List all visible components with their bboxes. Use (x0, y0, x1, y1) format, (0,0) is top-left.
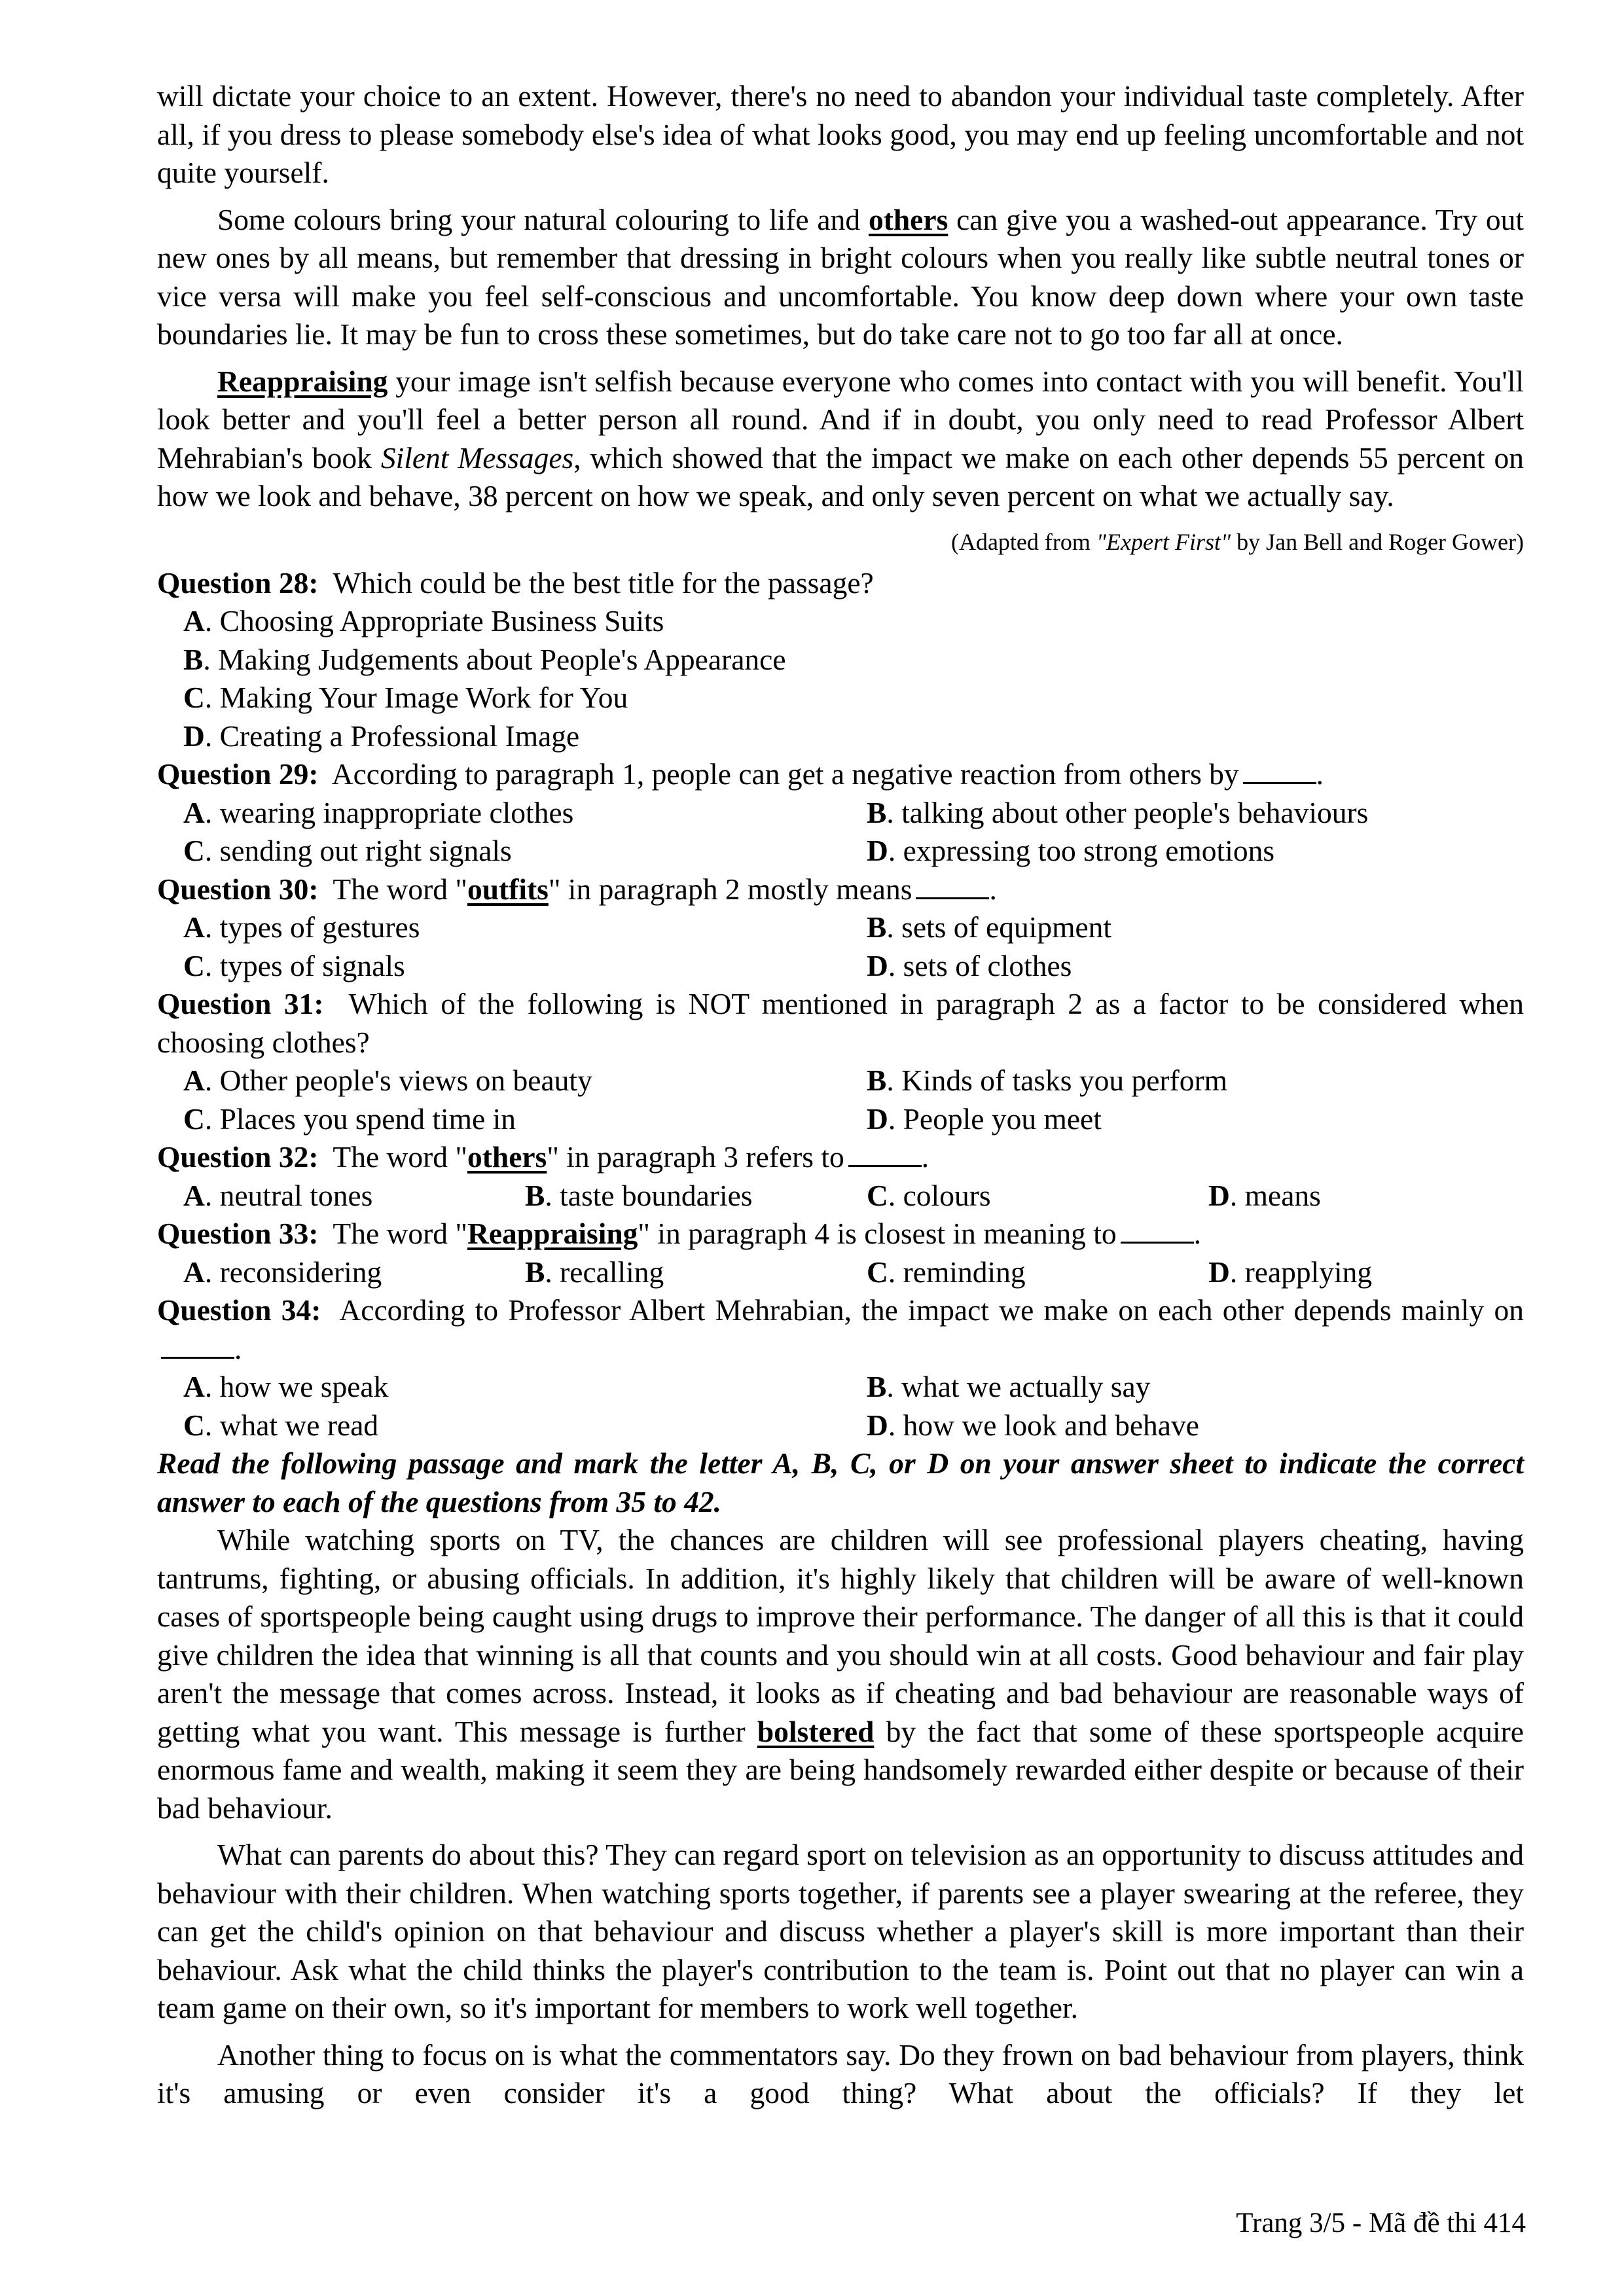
question-32 (157, 1138, 1524, 1215)
option-text: recalling (560, 1255, 664, 1289)
answer-blank (161, 1356, 234, 1359)
highlighted-word-others: others (868, 202, 948, 236)
option-text: colours (903, 1178, 991, 1212)
highlighted-word-outfits: outfits (467, 872, 549, 906)
option-text: Making Judgements about People's Appearance (218, 642, 786, 676)
option-text: means (1244, 1178, 1321, 1212)
question-text: Which could be the best title for the passage? (333, 565, 874, 600)
option-text: what we read (219, 1408, 379, 1442)
answer-options (157, 1368, 1524, 1444)
option-text: sets of clothes (903, 948, 1072, 982)
option-text: neutral tones (219, 1178, 373, 1212)
answer-options (157, 602, 1524, 755)
book-title: Silent Messages (380, 440, 574, 475)
question-number: Question 33: (157, 1217, 319, 1250)
option-text: reminding (903, 1255, 1026, 1289)
option-letter: C (183, 681, 205, 714)
option-letter: D (867, 1408, 888, 1442)
option-letter: D (867, 834, 888, 867)
passage-2-paragraph-3 (157, 2036, 1524, 2113)
question-text: According to Professor Albert Mehrabian, the impact we make on each other depends mainly on (339, 1293, 1524, 1327)
question-text: The word " (333, 1140, 467, 1174)
option-letter: B (525, 1255, 545, 1289)
question-text: " in paragraph 4 is closest in meaning to (638, 1217, 1117, 1250)
option-a[interactable]: A. Choosing Appropriate Business Suits (183, 604, 664, 637)
paragraph-text: will dictate your choice to an extent. However, there's no need to abandon your individual taste completely. After all, if you dress to please somebody else's idea of what looks good, you may end up feeling uncomfortable and not quite yourself. (157, 79, 1524, 189)
option-d[interactable]: D. sets of clothes (867, 948, 1072, 982)
paragraph-text: , which showed that the impact we make on each other depends 55 percent on how we look and behave, 38 percent on how we speak, and only seven percent on what we actually say. (157, 440, 1524, 512)
answer-options (157, 1177, 1524, 1215)
option-c[interactable]: C. Making Your Image Work for You (183, 681, 628, 714)
answer-options (157, 794, 1524, 870)
option-letter: B (183, 642, 204, 676)
option-a[interactable]: A. reconsidering (183, 1255, 382, 1289)
option-letter: D (867, 948, 888, 982)
option-text: taste boundaries (560, 1178, 753, 1212)
option-text: Making Your Image Work for You (219, 681, 628, 714)
paragraph-text: Some colours bring your natural colouring to life and (217, 202, 869, 236)
question-stem: Question 32: The word "others" in paragraph 3 refers to . (157, 1140, 929, 1174)
question-28 (157, 564, 1524, 756)
passage-source-citation (157, 528, 1524, 556)
option-b[interactable]: B. talking about other people's behaviours (867, 795, 1369, 829)
question-34 (157, 1291, 1524, 1444)
option-b[interactable]: B. recalling (525, 1255, 664, 1289)
question-number: Question 30: (157, 872, 319, 906)
option-letter: D (1208, 1255, 1230, 1289)
option-letter: C (183, 948, 205, 982)
option-text: wearing inappropriate clothes (219, 795, 574, 829)
question-number: Question 29: (157, 757, 319, 791)
option-letter: D (867, 1102, 888, 1136)
option-letter: C (867, 1255, 888, 1289)
option-letter: A (183, 1255, 205, 1289)
question-number: Question 32: (157, 1140, 319, 1174)
option-c[interactable]: C. colours (867, 1178, 991, 1212)
option-c[interactable]: C. Places you spend time in (183, 1102, 516, 1136)
option-letter: B (867, 1370, 887, 1403)
option-b[interactable]: B. Kinds of tasks you perform (867, 1064, 1228, 1097)
option-text: sets of equipment (901, 910, 1112, 944)
citation-prefix: (Adapted from (950, 528, 1096, 555)
answer-options (157, 1062, 1524, 1138)
question-text: According to paragraph 1, people can get a negative reaction from others by (331, 757, 1239, 791)
answer-options (157, 1253, 1524, 1292)
option-letter: D (183, 719, 205, 753)
option-letter: C (183, 1408, 205, 1442)
highlighted-word-reappraising: Reappraising (467, 1217, 638, 1250)
paragraph-text: While watching sports on TV, the chances are children will see professional players cheating, having tantrums, fighting, or abusing officials. In addition, it's highly likely that children will be aware of well-known cases of sportspeople being caught using drugs to improve their performance. The danger of all this is that it could give children the idea that winning is all that counts and you should win at all costs. Good behaviour and fair play aren't the message that comes across. Instead, it looks as if cheating and bad behaviour are reasonable ways of getting what you want. This message is further (157, 1523, 1524, 1748)
passage-2-paragraph-1 (157, 1521, 1524, 1827)
option-text: reapplying (1244, 1255, 1373, 1289)
paragraph-text: Another thing to focus on is what the commentators say. Do they frown on bad behaviour from players, think it's amusing or even consider it's a good thing? What about the officials? If they let (157, 2037, 1524, 2109)
option-letter: B (867, 910, 887, 944)
question-stem (157, 564, 1524, 603)
citation-title: "Expert First" (1096, 528, 1231, 555)
option-text: reconsidering (219, 1255, 382, 1289)
option-letter: A (183, 1178, 205, 1212)
question-number: Question 28: (157, 565, 319, 600)
exam-page (157, 77, 1524, 2113)
option-a[interactable]: A. how we speak (183, 1370, 389, 1403)
question-33 (157, 1215, 1524, 1291)
question-text: The word " (333, 1217, 467, 1250)
question-text: Which of the following is NOT mentioned in paragraph 2 as a factor to be considered when choosing clothes? (157, 987, 1524, 1059)
question-text: " in paragraph 3 refers to (547, 1140, 844, 1174)
option-d[interactable]: D. means (1208, 1178, 1321, 1212)
question-text: " in paragraph 2 mostly means (548, 872, 912, 906)
option-d[interactable]: D. Creating a Professional Image (183, 719, 580, 753)
option-text: expressing too strong emotions (903, 834, 1275, 867)
paragraph-text: can give you a washed-out appearance. Try out new ones by all means, but remember that dressing in bright colours when you really like subtle neutral tones or vice versa will make you feel self-conscious and uncomfortable. You know deep down where your own taste boundaries lie. It may be fun to cross these sometimes, but do take care not to go too far all at once. (157, 202, 1524, 351)
option-letter: A (183, 910, 205, 944)
option-d[interactable]: D. reapplying (1208, 1255, 1373, 1289)
answer-options (157, 908, 1524, 985)
option-b[interactable]: B. sets of equipment (867, 910, 1112, 944)
section-instruction: Read the following passage and mark the letter A, B, C, or D on your answer sheet to indicate the correct answer to each of the questions from 35 to 42. (157, 1446, 1524, 1518)
option-text: Kinds of tasks you perform (901, 1064, 1228, 1097)
option-a[interactable]: A. neutral tones (183, 1178, 373, 1212)
highlighted-word-bolstered: bolstered (757, 1714, 875, 1748)
option-a[interactable]: A. types of gestures (183, 910, 420, 944)
option-text: Choosing Appropriate Business Suits (219, 604, 664, 637)
question-stem (157, 985, 1524, 1062)
question-stem: Question 30: The word "outfits" in paragraph 2 mostly means . (157, 872, 997, 906)
option-c[interactable]: C. reminding (867, 1255, 1026, 1289)
question-text: The word " (333, 872, 467, 906)
option-d[interactable]: D. how we look and behave (867, 1408, 1199, 1442)
passage-1-paragraph-3 (157, 363, 1524, 516)
option-text: Creating a Professional Image (219, 719, 580, 753)
question-stem: Question 34: According to Professor Albert Mehrabian, the impact we make on each other depends mainly on. (157, 1293, 1524, 1365)
option-c[interactable]: C. types of signals (183, 948, 405, 982)
option-letter: A (183, 1064, 205, 1097)
option-c[interactable]: C. what we read (183, 1408, 379, 1442)
question-29 (157, 755, 1524, 870)
option-a[interactable]: A. wearing inappropriate clothes (183, 795, 574, 829)
option-text: what we actually say (901, 1370, 1151, 1403)
option-text: Places you spend time in (219, 1102, 516, 1136)
question-30 (157, 870, 1524, 986)
passage-2 (157, 1521, 1524, 2113)
option-letter: B (867, 1064, 887, 1097)
paragraph-text: by the fact that some of these sportspeople acquire enormous fame and wealth, making it seem they are being handsomely rewarded either despite or because of their bad behaviour. (157, 1714, 1524, 1825)
option-d[interactable]: D. People you meet (867, 1102, 1102, 1136)
option-text: types of gestures (219, 910, 420, 944)
passage-1 (157, 77, 1524, 556)
option-text: talking about other people's behaviours (901, 795, 1369, 829)
option-letter: A (183, 795, 205, 829)
option-c[interactable]: C. sending out right signals (183, 834, 512, 867)
option-b[interactable]: B. what we actually say (867, 1370, 1151, 1403)
option-letter: C (183, 1102, 205, 1136)
option-text: how we look and behave (903, 1408, 1199, 1442)
question-31 (157, 985, 1524, 1138)
option-letter: A (183, 604, 205, 637)
answer-blank (916, 897, 989, 899)
option-b[interactable]: B. taste boundaries (525, 1178, 753, 1212)
option-b[interactable]: B. Making Judgements about People's Appearance (183, 642, 786, 676)
passage-1-paragraph-1 (157, 77, 1524, 192)
paragraph-text: What can parents do about this? They can regard sport on television as an opportunity to discuss attitudes and behaviour with their children. When watching sports together, if parents see a player swearing at the referee, they can get the child's opinion on that behaviour and discuss whether a player's skill is more important than their behaviour. Ask what the child thinks the player's contribution to the team is. Point out that no player can win a team game on their own, so it's important for members to work well together. (157, 1838, 1524, 2024)
passage-2-paragraph-2 (157, 1836, 1524, 2028)
option-letter: B (867, 795, 887, 829)
page-footer: Trang 3/5 - Mã đề thi 414 (1236, 2208, 1526, 2238)
highlighted-word-reappraising: Reappraising (217, 364, 388, 398)
option-letter: B (525, 1178, 545, 1212)
option-letter: A (183, 1370, 205, 1403)
option-a[interactable]: A. Other people's views on beauty (183, 1064, 592, 1097)
question-number: Question 31: (157, 987, 324, 1020)
citation-suffix: by Jan Bell and Roger Gower) (1231, 528, 1524, 555)
option-letter: C (183, 834, 205, 867)
option-letter: C (867, 1178, 888, 1212)
question-stem: Question 33: The word "Reappraising" in paragraph 4 is closest in meaning to . (157, 1217, 1202, 1250)
answer-blank (848, 1164, 922, 1167)
option-text: how we speak (219, 1370, 389, 1403)
answer-blank (1121, 1241, 1194, 1244)
question-stem: Question 29: According to paragraph 1, people can get a negative reaction from others by . (157, 757, 1324, 791)
option-d[interactable]: D. expressing too strong emotions (867, 834, 1275, 867)
highlighted-word-others: others (467, 1140, 547, 1174)
option-text: People you meet (903, 1102, 1102, 1136)
option-text: Other people's views on beauty (219, 1064, 592, 1097)
option-text: sending out right signals (219, 834, 512, 867)
option-letter: D (1208, 1178, 1230, 1212)
answer-blank (1243, 781, 1316, 784)
option-text: types of signals (219, 948, 405, 982)
paragraph-text: your image isn't selfish because everyone who comes into contact with you will benefit. You'll look better and you'll feel a better person all round. And if in doubt, you only need to read Professor Albert Mehrabian's book (157, 364, 1524, 475)
question-number: Question 34: (157, 1293, 321, 1327)
passage-1-paragraph-2 (157, 201, 1524, 354)
